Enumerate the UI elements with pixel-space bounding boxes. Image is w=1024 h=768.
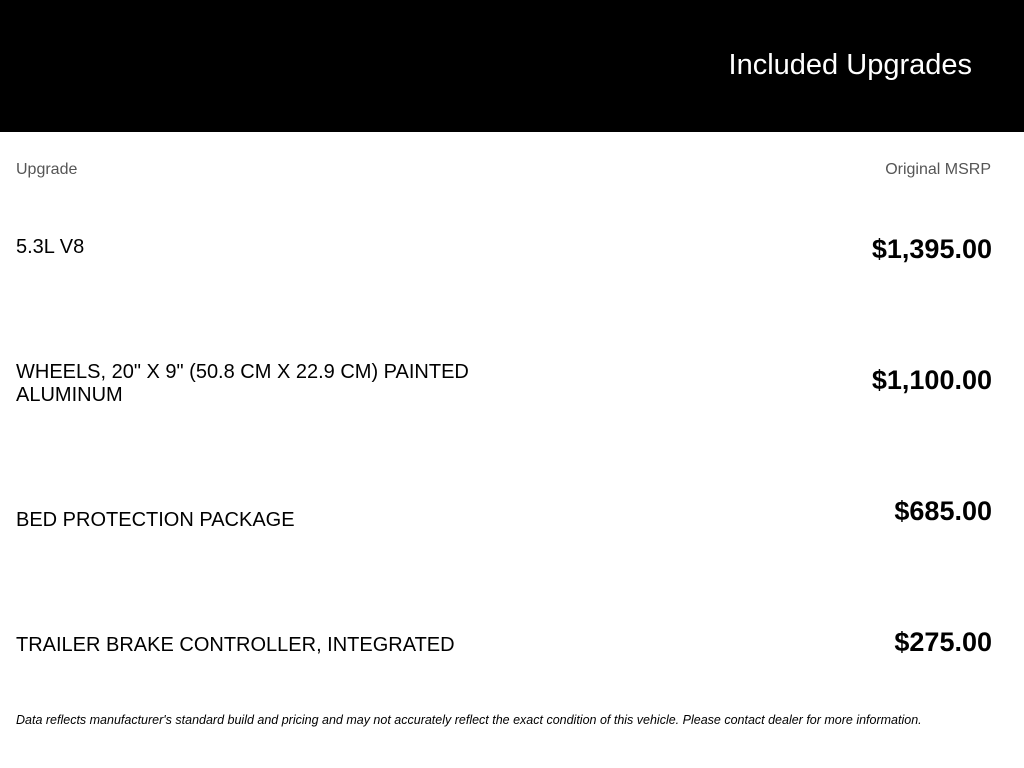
header-banner bbox=[0, 0, 1024, 132]
column-header-msrp: Original MSRP bbox=[885, 161, 991, 178]
upgrade-name: 5.3L V8 bbox=[16, 236, 85, 258]
upgrade-price: $275.00 bbox=[894, 627, 992, 657]
upgrade-name: WHEELS, 20" X 9" (50.8 CM X 22.9 CM) PAINTED ALUMINUM bbox=[16, 361, 469, 406]
upgrade-name: TRAILER BRAKE CONTROLLER, INTEGRATED bbox=[16, 634, 455, 656]
column-header-upgrade: Upgrade bbox=[16, 161, 78, 178]
upgrade-price: $1,395.00 bbox=[871, 234, 992, 264]
upgrade-name: BED PROTECTION PACKAGE bbox=[16, 509, 295, 531]
page-title: Included Upgrades bbox=[728, 49, 972, 81]
disclaimer-text: Data reflects manufacturer's standard build and pricing and may not accurately reflect the exact condition of this vehicle. Please contact dealer for more information. bbox=[16, 713, 922, 727]
upgrade-price: $685.00 bbox=[894, 496, 992, 526]
upgrade-price: $1,100.00 bbox=[871, 365, 992, 395]
